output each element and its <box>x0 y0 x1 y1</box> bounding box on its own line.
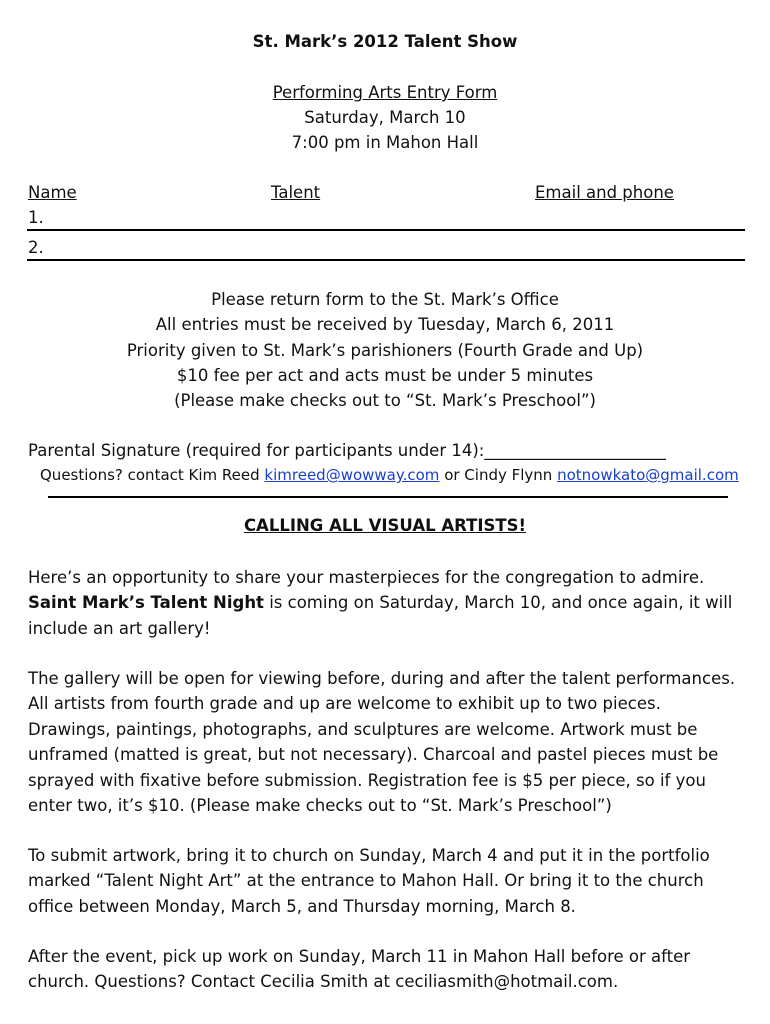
entry-row-1-label: 1. <box>28 208 44 227</box>
signature-label: Parental Signature (required for participants under 14): <box>28 441 485 460</box>
visual-paragraph-4 <box>28 944 746 995</box>
paragraph-line: All artists from fourth grade and up are welcome to exhibit up to two pieces. <box>28 694 661 714</box>
paragraph-line: unframed (matted is great, but not necessary). Charcoal and pastel pieces must be <box>28 745 719 765</box>
entry-row-2-line[interactable] <box>27 259 745 261</box>
email-link-kim[interactable]: kimreed@wowway.com <box>264 466 440 484</box>
paragraph-line: The gallery will be open for viewing before, during and after the talent performances. <box>28 669 736 688</box>
contacts-line <box>40 466 739 484</box>
instruction-priority: Priority given to St. Mark’s parishioners (Fourth Grade and Up) <box>126 341 644 360</box>
visual-paragraph-2 <box>28 666 746 818</box>
paragraph-line: include an art gallery! <box>28 618 211 638</box>
signature-field[interactable]: ______________________ <box>484 441 666 460</box>
paragraph-line: Drawings, paintings, photographs, and sculptures are welcome. Artwork must be <box>28 719 698 739</box>
paragraph-line: office between Monday, March 5, and Thursday morning, March 8. <box>28 896 576 916</box>
paragraph-text: is coming on Saturday, March 10, and once again, it will <box>263 593 733 613</box>
section-divider <box>48 496 728 498</box>
col-name-header: Name <box>28 183 77 202</box>
visual-paragraph-1 <box>28 565 746 641</box>
instruction-checks: (Please make checks out to “St. Mark’s Preschool”) <box>174 391 596 410</box>
col-contact-header: Email and phone <box>535 183 674 202</box>
instruction-deadline: All entries must be received by Tuesday, March 6, 2011 <box>155 315 615 334</box>
visual-paragraph-3 <box>28 843 746 919</box>
entry-row-1-line[interactable] <box>27 229 745 231</box>
contacts-prefix: Questions? contact Kim Reed <box>40 466 265 484</box>
paragraph-line: After the event, pick up work on Sunday, March 11 in Mahon Hall before or after <box>28 947 691 966</box>
entry-row-2-label: 2. <box>28 238 44 257</box>
visual-heading: CALLING ALL VISUAL ARTISTS! <box>243 516 527 535</box>
paragraph-line: enter two, it’s $10. (Please make checks out to “St. Mark’s Preschool”) <box>28 796 612 816</box>
signature-row <box>28 441 666 460</box>
paragraph-line: Here’s an opportunity to share your masterpieces for the congregation to admire. <box>28 568 705 587</box>
paragraph-line: sprayed with fixative before submission. Registration fee is $5 per piece, so if you <box>28 770 706 790</box>
paragraph-line <box>28 590 746 615</box>
instruction-return: Please return form to the St. Mark’s Office <box>211 290 559 309</box>
email-link-cindy[interactable]: notnowkato@gmail.com <box>557 466 739 484</box>
event-date: Saturday, March 10 <box>304 108 466 127</box>
page-title: St. Mark’s 2012 Talent Show <box>252 32 518 51</box>
form-subtitle: Performing Arts Entry Form <box>272 83 498 102</box>
contacts-middle: or Cindy Flynn <box>439 466 558 484</box>
paragraph-line: marked “Talent Night Art” at the entrance to Mahon Hall. Or bring it to the church <box>28 871 704 891</box>
talent-night-name: Saint Mark’s Talent Night <box>28 593 264 613</box>
instruction-fee: $10 fee per act and acts must be under 5 minutes <box>176 366 594 385</box>
paragraph-line: To submit artwork, bring it to church on Sunday, March 4 and put it in the portfolio <box>28 846 710 865</box>
paragraph-line: church. Questions? Contact Cecilia Smith at ceciliasmith@hotmail.com. <box>28 972 619 992</box>
col-talent-header: Talent <box>271 183 321 202</box>
event-time-place: 7:00 pm in Mahon Hall <box>291 133 479 152</box>
